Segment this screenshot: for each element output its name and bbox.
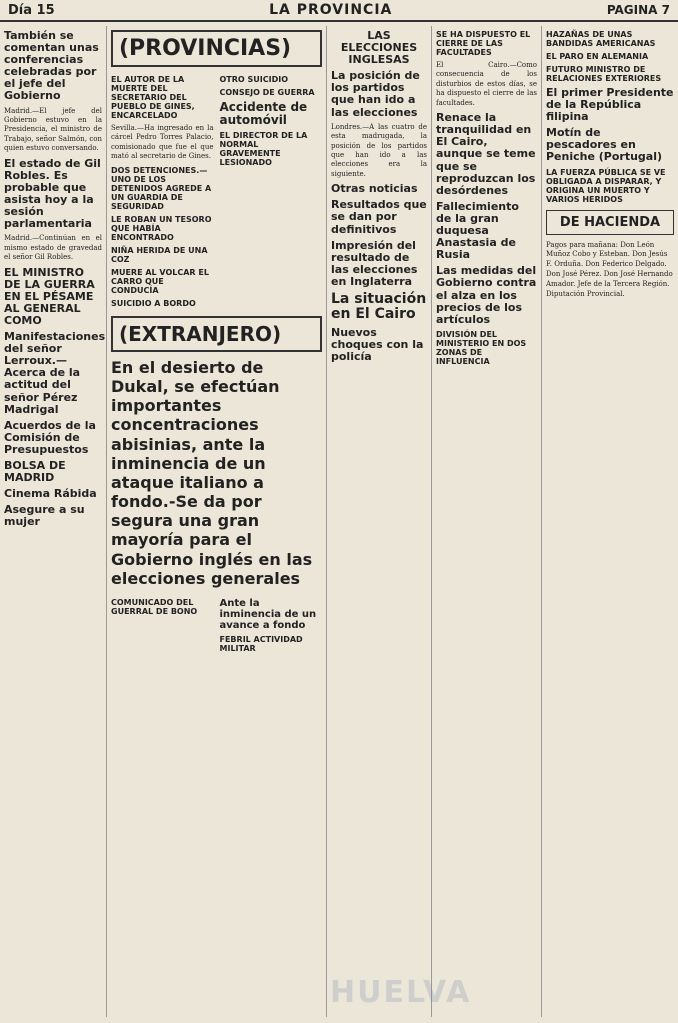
column-4 — [432, 26, 542, 1017]
subheadline: EL DIRECTOR DE LA NORMAL GRAVEMENTE LESIONADO — [219, 131, 308, 168]
subheadline: EL PARO EN ALEMANIA — [546, 52, 649, 61]
section-box-hacienda: DE HACIENDA — [546, 210, 674, 235]
headline: Nuevos choques con la policía — [331, 325, 424, 363]
subheadline: HAZAÑAS DE UNAS BANDIDAS AMERICANAS — [546, 30, 656, 48]
column-3 — [327, 26, 432, 1017]
subheadline: DOS DETENCIONES.—UNO DE LOS DETENIDOS AGREDE A UN GUARDIA DE SEGURIDAD — [111, 165, 212, 211]
masthead — [0, 0, 678, 22]
headline: Renace la tranquilidad en El Cairo, aunque se teme que se reproduzcan los desórdenes — [436, 111, 536, 197]
page-number: PAGINA 7 — [606, 3, 670, 17]
subheadline: MUERE AL VOLCAR EL CARRO QUE CONDUCÍA — [111, 267, 209, 295]
subheadline: FEBRIL ACTIVIDAD MILITAR — [219, 635, 303, 653]
article-text: Londres.—A las cuatro de esta madrugada, la posición de los partidos que han ido a las elecciones era la siguiente. — [331, 122, 427, 178]
article-text: Madrid.—Continúan en el mismo estado de gravedad el señor Gil Robles. — [4, 234, 102, 262]
subheadline: OTRO SUICIDIO — [219, 75, 289, 84]
headline: Motín de pescadores en Peniche (Portugal) — [546, 126, 663, 164]
headline: El estado de Gil Robles. Es probable que asista hoy a la sesión parlamentaria — [4, 156, 101, 231]
two-col-block — [111, 71, 322, 312]
subheadline: NIÑA HERIDA DE UNA COZ — [111, 245, 208, 264]
headline: Otras noticias — [331, 182, 418, 196]
headline: Manifestaciones del señor Lerroux.—Acerca de la actitud del señor Pérez Madrigal — [4, 330, 106, 416]
subheadline: FUTURO MINISTRO DE RELACIONES EXTERIORES — [546, 65, 662, 83]
headline: BOLSA DE MADRID — [4, 459, 66, 485]
headline: LAS ELECCIONES INGLESAS — [340, 29, 418, 67]
column-1 — [0, 26, 107, 1017]
article-text: Sevilla.—Ha ingresado en la cárcel Pedro Torres Palacio, comisionado que fue el que mató al secretario de Gines. — [111, 124, 214, 161]
headline: Asegure a su mujer — [4, 503, 85, 529]
headline: El primer Presidente de la República filipina — [546, 86, 674, 124]
column-2 — [107, 26, 327, 1017]
headline: Ante la inminencia de un avance a fondo — [219, 598, 317, 631]
subheadline: DIVISIÓN DEL MINISTERIO EN DOS ZONAS DE INFLUENCIA — [436, 329, 527, 366]
headline: EL MINISTRO DE LA GUERRA EN EL PÉSAME AL GENERAL COMO — [4, 265, 95, 327]
subheadline: SE HA DISPUESTO EL CIERRE DE LAS FACULTADES — [436, 30, 531, 57]
headline: Cinema Rábida — [4, 487, 97, 501]
headline: Las medidas del Gobierno contra el alza en los precios de los artículos — [436, 264, 537, 326]
subheadline: LA FUERZA PÚBLICA SE VE OBLIGADA A DISPARAR, Y ORIGINA UN MUERTO Y VARIOS HERIDOS — [546, 167, 666, 204]
headline: Resultados que se dan por definitivos — [331, 198, 427, 236]
watermark: HUELVA — [330, 975, 472, 1010]
headline: La situación en El Cairo — [331, 291, 427, 323]
article-text: Madrid.—El jefe del Gobierno estuvo en la Presidencia, el ministro de Trabajo, señor Salmón, con quien estuvo conversando. — [4, 106, 102, 153]
main-headline: En el desierto de Dukal, se efectúan importantes concentraciones abisinias, ante la inminencia de un ataque italiano a fondo.-Se da por segura una gran mayoría para el Gobierno inglés en las elecciones generales — [111, 357, 313, 588]
subheadline: LE ROBAN UN TESORO QUE HABÍA ENCONTRADO — [111, 214, 212, 242]
headline: También se comentan unas conferencias celebradas por el jefe del Gobierno — [4, 29, 99, 103]
column-5 — [542, 26, 678, 1017]
article-text: El Cairo.—Como consecuencia de los disturbios de estos días, se ha dispuesto el cierre de las facultades. — [436, 61, 537, 107]
headline: Fallecimiento de la gran duquesa Anastasia de Rusia — [436, 199, 519, 262]
two-col-block — [111, 594, 322, 657]
payments-list: Pagos para mañana: Don León Muñoz Cobo y Esteban. Don Jesús F. Orduña. Don Federico Delgado. Don José Pérez. Don José Hernando Amador. Jefe de la Tercera Región. Diputación Provincial. — [546, 240, 673, 298]
headline: Accidente de automóvil — [219, 100, 308, 128]
section-banner-extranjero: (EXTRANJERO) — [111, 316, 322, 352]
section-banner-provincias: (PROVINCIAS) — [111, 30, 322, 67]
headline: La posición de los partidos que han ido a las elecciones — [331, 69, 420, 119]
subheadline: COMUNICADO DEL GUERRAL DE BONO — [111, 598, 198, 616]
subheadline: EL AUTOR DE LA MUERTE DEL SECRETARIO DEL PUEBLO DE GINES, ENCARCELADO — [111, 75, 195, 120]
headline: Impresión del resultado de las elecciones en Inglaterra — [331, 238, 418, 288]
page-date: Día 15 — [8, 2, 55, 18]
subheadline: CONSEJO DE GUERRA — [219, 88, 315, 97]
newspaper-title: LA PROVINCIA — [269, 2, 393, 18]
subheadline: SUICIDIO A BORDO — [111, 298, 196, 308]
headline: Acuerdos de la Comisión de Presupuestos — [4, 418, 96, 456]
